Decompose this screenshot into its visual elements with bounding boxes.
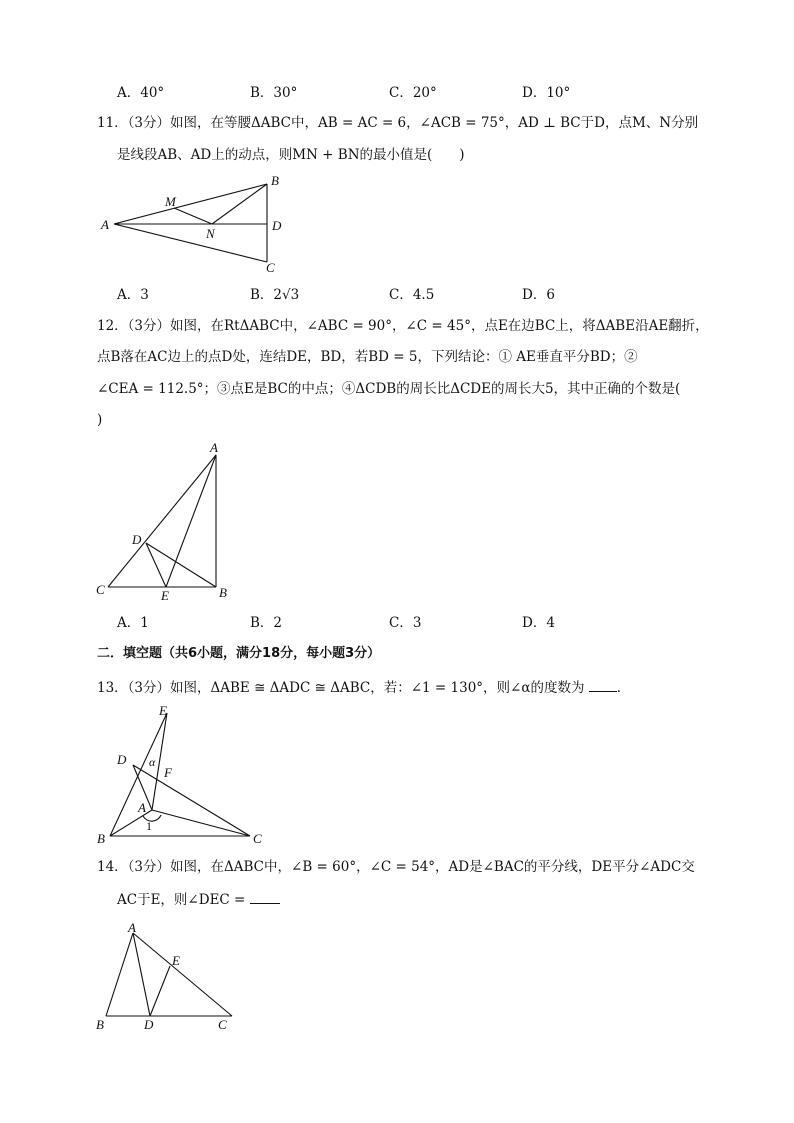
q11-label-d: D [272,218,282,233]
q11-option-d: D．6 [522,287,555,303]
q11-label-m: M [165,194,176,209]
q12-label-a: A [210,440,218,455]
q12-option-a: A．1 [117,615,149,631]
section2-heading: 二．填空题（共6小题，满分18分，每小题3分） [97,646,381,661]
q12-label-c: C [96,582,105,597]
q10-option-d: D．10° [522,85,571,101]
q11-option-b: B．2√3 [250,287,300,303]
q11-label-b: B [271,173,279,188]
q14-label-b: B [96,1017,104,1032]
q12-stem-line3: ∠CEA = 112.5°；③点E是BC的中点；④ΔCDB的周长比ΔCDE的周长大5，其中正确的个数是( [97,381,681,397]
q12-stem-line1: 12．（3分）如图，在RtΔABC中，∠ABC = 90°，∠C = 45°，点E在边BC上，将ΔABE沿AE翻折， [97,318,709,334]
q14-stem-line1: 14．（3分）如图，在ΔABC中，∠B = 60°，∠C = 54°，AD是∠BAC的平分线，DE平分∠ADC交 [97,859,695,875]
q13-label-one: 1 [146,819,152,833]
q12-option-c: C．3 [389,615,422,631]
q10-option-b: B．30° [250,85,298,101]
q14-label-e: E [172,953,180,968]
q12-label-b: B [219,585,227,600]
q11-label-a: A [101,217,109,232]
q12-label-d: D [132,532,142,547]
q10-option-a: A．40° [117,85,165,101]
q12-stem-line4: ) [97,412,103,428]
q11-option-c: C．4.5 [389,287,435,303]
q11-label-c: C [266,260,275,275]
q14-stem-text: AC于E，则∠DEC = [117,892,246,908]
q13-label-b: B [97,831,105,846]
q13-label-e: E [159,703,167,718]
q13-label-d: D [117,752,127,767]
q12-label-e: E [161,588,169,603]
q11-option-a: A．3 [117,287,149,303]
q11-label-n: N [206,226,215,241]
q14-label-d: D [144,1017,154,1032]
q11-stem-line2: 是线段AB、AD上的动点，则MN + BN的最小值是( ) [117,147,465,163]
q13-label-a: A [138,800,146,815]
q10-option-c: C．20° [389,85,437,101]
q13-label-f: F [164,765,172,780]
q13-stem-end: ． [616,680,631,696]
q12-option-d: D．4 [522,615,555,631]
q12-stem-line2: 点B落在AC边上的点D处，连结DE，BD，若BD = 5，下列结论：① AE垂直平分BD；② [97,349,638,365]
q14-label-a: A [128,920,136,935]
q14-label-c: C [218,1017,227,1032]
q13-stem-text: 13．（3分）如图，ΔABE ≅ ΔADC ≅ ΔABC，若：∠1 = 130°，则∠α的度数为 [97,680,585,696]
q12-option-b: B．2 [250,615,283,631]
q13-label-c: C [253,831,262,846]
q13-label-alpha: α [149,755,156,769]
q11-stem-line1: 11．（3分）如图，在等腰ΔABC中，AB = AC = 6，∠ACB = 75°，AD ⊥ BC于D，点M、N分别 [97,115,699,131]
